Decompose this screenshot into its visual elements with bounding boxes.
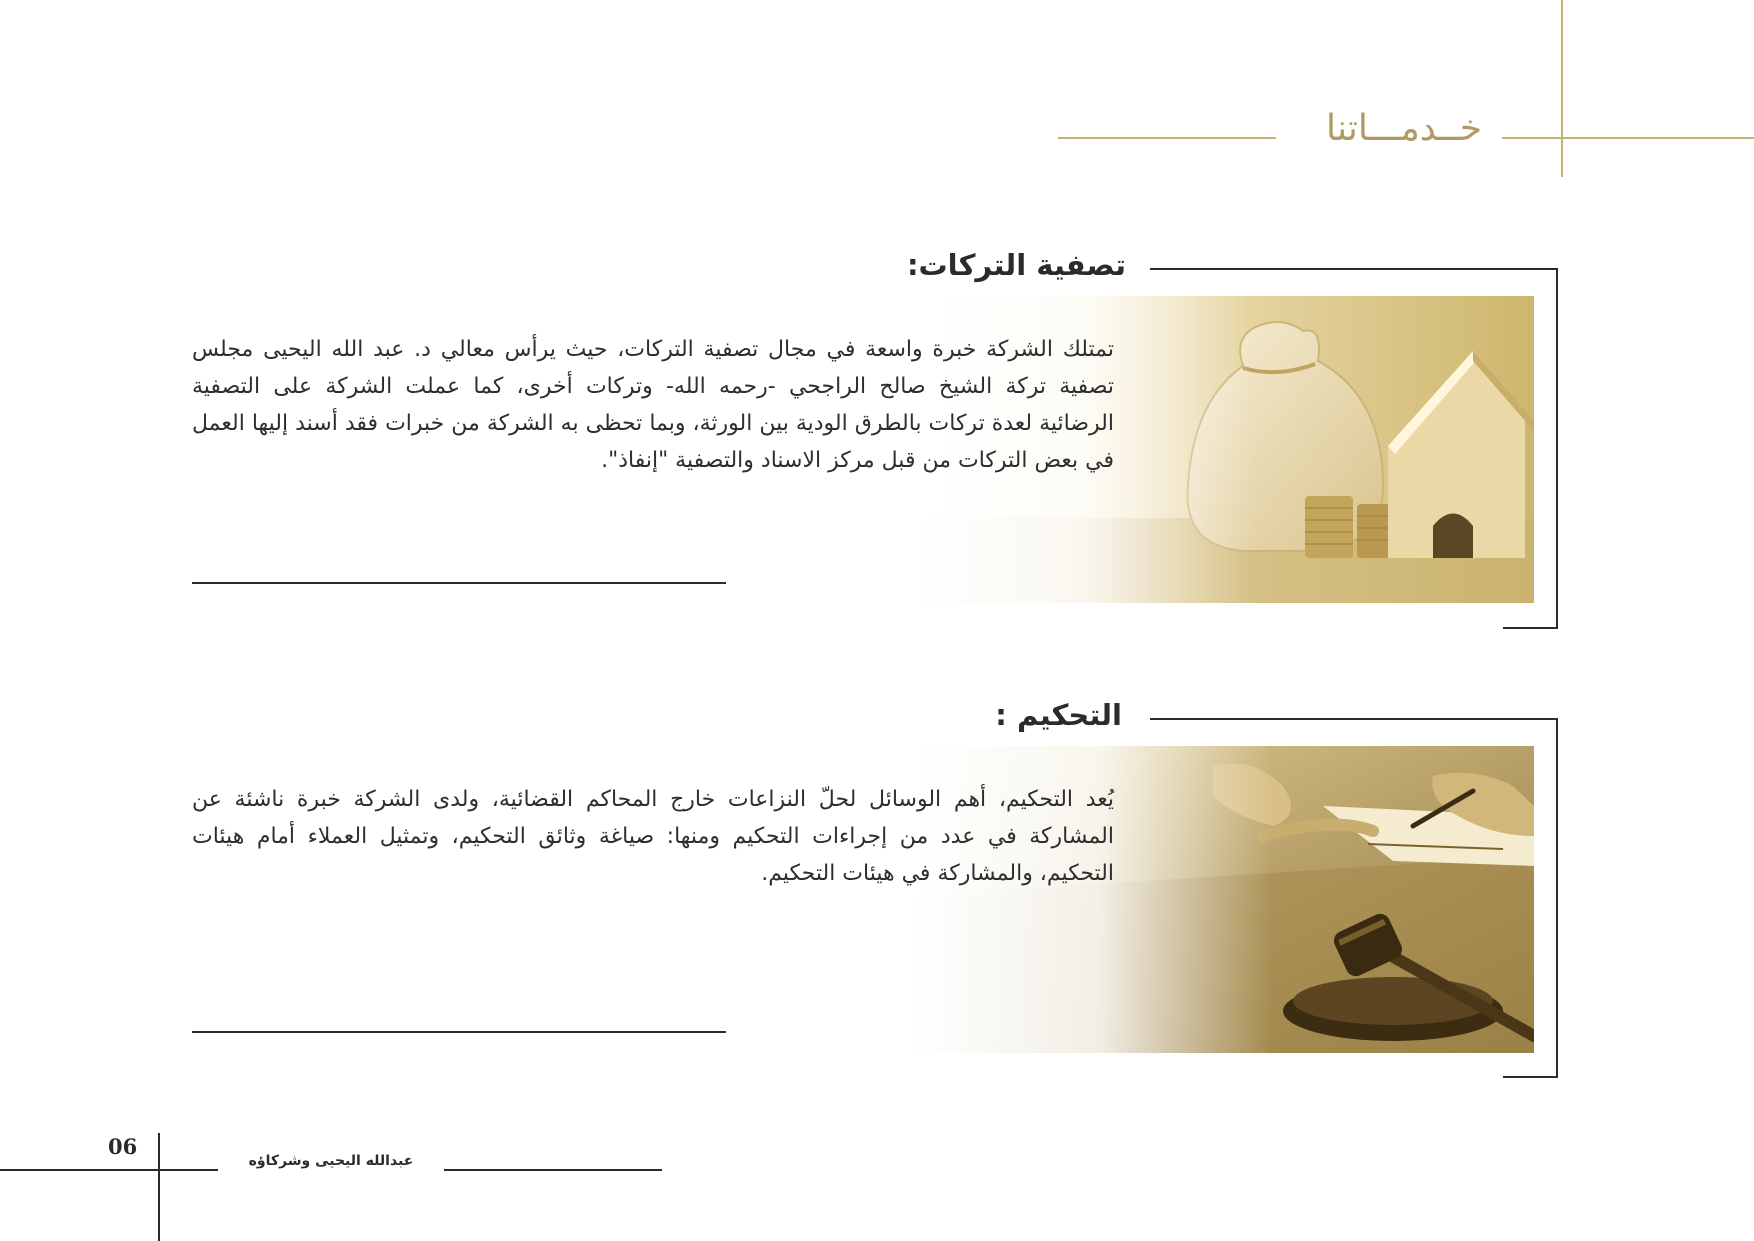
section1-underline bbox=[192, 582, 726, 584]
section2-frame-bottom bbox=[1503, 1076, 1558, 1078]
section1-frame-top bbox=[1150, 268, 1558, 270]
footer-vertical-line bbox=[158, 1133, 160, 1241]
page-number: 06 bbox=[108, 1134, 138, 1159]
section1-frame-bottom bbox=[1503, 627, 1558, 629]
arbitration-body-text: يُعد التحكيم، أهم الوسائل لحلّ النزاعات خارج المحاكم القضائية، ولدى الشركة خبرة ناشئة عن المشاركة في عدد من إجراءات التحكيم ومنها: صياغة وثائق التحكيم، وتمثيل العملاء أمام هيئات التحكيم، والمشاركة في هيئات التحكيم. bbox=[192, 787, 1114, 886]
footer-right-line bbox=[444, 1169, 662, 1171]
footer-brand-logo: عبدالله اليحيى وشركاؤه bbox=[248, 1153, 414, 1169]
estates-body-text: تمتلك الشركة خبرة واسعة في مجال تصفية التركات، حيث يرأس معالي د. عبد الله اليحيى مجلس تصفية تركة الشيخ صالح الراجحي -رحمه الله- وتركات أخرى، كما عملت الشركة على التصفية الرضائية لعدة تركات بالطرق الودية بين الورثة، وبما تحظى به الشركة من خبرات فقد أسند إليها العمل في بعض التركات من قبل مركز الاسناد والتصفية "إنفاذ". bbox=[192, 337, 1114, 473]
section1-frame-right bbox=[1556, 268, 1558, 629]
header-right-line bbox=[1502, 137, 1754, 139]
footer-left-line bbox=[0, 1169, 218, 1171]
page-title: خــدمـــاتنا bbox=[1326, 108, 1482, 149]
section-heading-estates: تصفية التركات: bbox=[906, 248, 1126, 282]
section2-frame-top bbox=[1150, 718, 1558, 720]
section2-frame-right bbox=[1556, 718, 1558, 1078]
header-left-line bbox=[1058, 137, 1276, 139]
section-heading-arbitration: التحكيم : bbox=[995, 698, 1122, 732]
section2-underline bbox=[192, 1031, 726, 1033]
header-vertical-line bbox=[1561, 0, 1563, 177]
